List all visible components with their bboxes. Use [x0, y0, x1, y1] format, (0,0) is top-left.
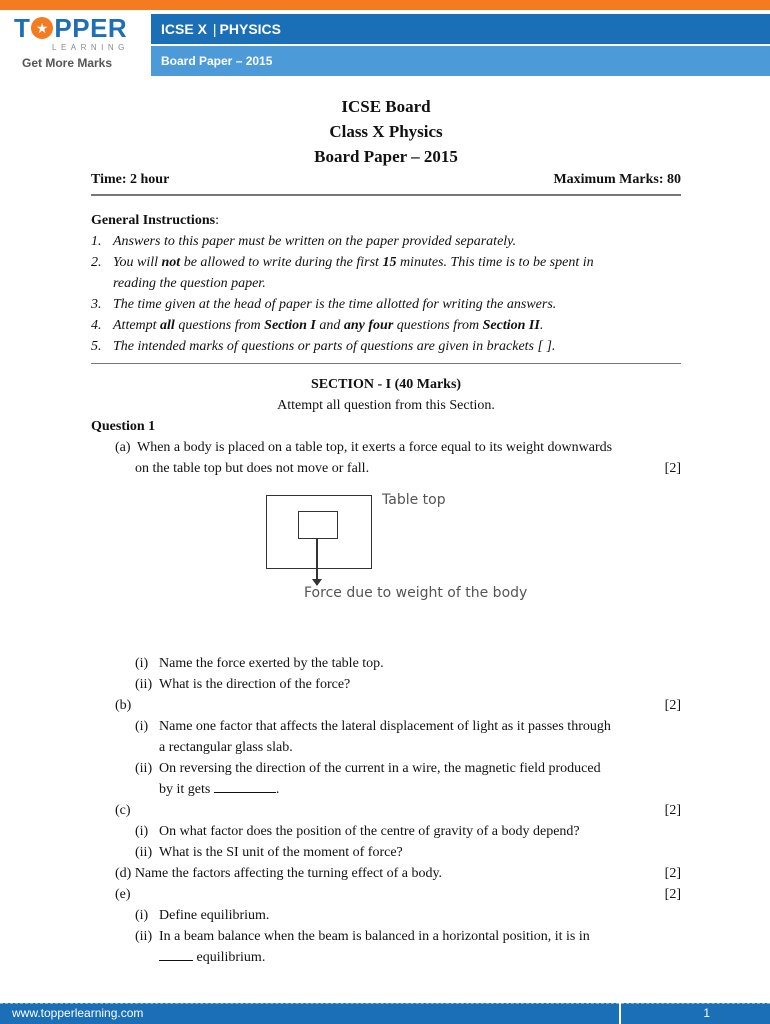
question-b-sub-ii: (ii) On reversing the direction of the current in a wire, the magnetic field produced [135, 761, 601, 776]
question-c-sub-ii: (ii) What is the SI unit of the moment of force? [135, 845, 403, 860]
logo-wordmark [14, 14, 144, 42]
answer-blank [214, 792, 276, 793]
question-e-sub-ii: (ii) In a beam balance when the beam is balanced in a horizontal position, it is in [135, 929, 590, 944]
marks-label: [2] [664, 461, 681, 476]
marks-label: [2] [664, 803, 681, 818]
force-arrow-line [316, 538, 318, 581]
instruction-item: 1. Answers to this paper must be written on the paper provided separately. [91, 234, 517, 249]
question-b-sub-i-continued: a rectangular glass slab. [159, 740, 293, 755]
question-c-sub-i: (i) On what factor does the position of the centre of gravity of a body depend? [135, 824, 580, 839]
question-part-e: (e) [2] [91, 884, 681, 905]
section-heading: SECTION - I (40 Marks) [310, 377, 462, 392]
subject-prefix: ICSE X [161, 21, 207, 37]
paper-name: Board Paper – 2015 [161, 54, 273, 68]
paper-band [151, 46, 770, 76]
footer-url-link[interactable]: www.topperlearning.com [12, 1006, 144, 1020]
page-number: 1 [703, 1006, 710, 1020]
footer-band-left [0, 1003, 619, 1024]
footer-band-right [621, 1003, 770, 1024]
answer-blank [159, 960, 193, 961]
section-instruction: Attempt all question from this Section. [277, 398, 495, 413]
logo-learning-text: LEARNING [52, 43, 129, 52]
question-b-sub-ii-continued: by it gets . [159, 782, 280, 797]
top-accent-strip [0, 0, 770, 10]
table-top-figure [91, 487, 681, 635]
topper-logo [14, 14, 144, 76]
subject-band [151, 14, 770, 44]
marks-label: [2] [664, 698, 681, 713]
time-text: Time: 2 hour [91, 172, 170, 187]
time-marks-row [91, 169, 681, 190]
logo-tagline: Get More Marks [22, 56, 113, 70]
instruction-item: 5. The intended marks of questions or parts of questions are given in brackets [ ]. [91, 339, 556, 354]
instruction-item: 4. Attempt all questions from Section I and any four questions from Section II. [91, 318, 544, 333]
question-part-c: (c) [2] [91, 800, 681, 821]
figure-label-table-top: Table top [382, 492, 446, 508]
body-rect [298, 511, 338, 539]
star-icon: ★ [31, 17, 53, 39]
title-board: ICSE Board [341, 97, 431, 116]
paper-content [91, 94, 681, 968]
question-heading: Question 1 [91, 419, 156, 434]
page-footer [0, 1003, 770, 1024]
question-e-sub-i: (i) Define equilibrium. [135, 908, 270, 923]
instructions-list [91, 231, 681, 357]
figure-label-force: Force due to weight of the body [304, 585, 528, 601]
question-part-a: (a) When a body is placed on a table top, it exerts a force equal to its weight downwards [115, 440, 613, 455]
question-a-sub-ii: (ii) What is the direction of the force? [135, 677, 351, 692]
title-paper: Board Paper – 2015 [314, 147, 458, 166]
question-part-b: (b) [2] [91, 695, 681, 716]
max-marks-text: Maximum Marks: 80 [553, 172, 681, 187]
question-part-a-continued: on the table top but does not move or fall. [2] [91, 458, 681, 479]
marks-label: [2] [664, 866, 681, 881]
subject-name: PHYSICS [219, 21, 282, 37]
instruction-item: 2. You will not be allowed to write during the first 15 minutes. This time is to be spent in [91, 255, 594, 270]
question-a-sub-i: (i) Name the force exerted by the table top. [135, 656, 384, 671]
logo-letter-t: T [14, 13, 31, 43]
marks-label: [2] [664, 887, 681, 902]
instruction-item: 3. The time given at the head of paper is the time allotted for writing the answers. [91, 297, 557, 312]
instruction-item-continued: reading the question paper. [113, 276, 266, 291]
subject-separator: | [212, 21, 217, 37]
logo-letters-pper: PPER [54, 13, 128, 43]
instructions-heading: General Instructions: [91, 213, 219, 228]
question-part-d: (d) Name the factors affecting the turning effect of a body. [2] [91, 863, 681, 884]
question-e-sub-ii-continued: equilibrium. [91, 947, 681, 968]
question-b-sub-i: (i) Name one factor that affects the lateral displacement of light as it passes through [135, 719, 611, 734]
title-class: Class X Physics [329, 122, 443, 141]
